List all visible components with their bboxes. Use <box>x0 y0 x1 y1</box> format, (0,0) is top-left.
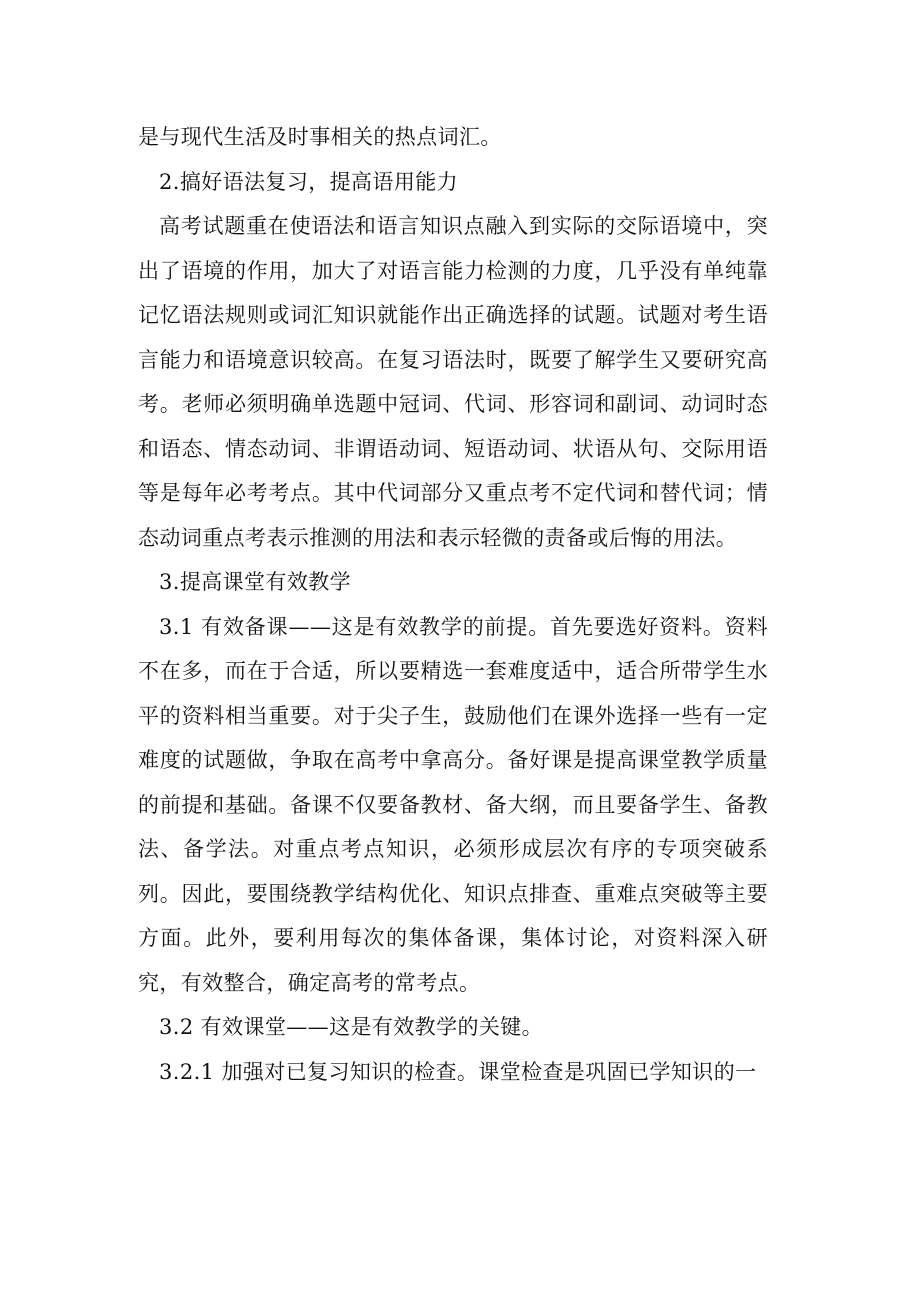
paragraph-grammar: 高考试题重在使语法和语言知识点融入到实际的交际语境中，突出了语境的作用，加大了对语言能力检测的力度，几乎没有单纯靠记忆语法规则或词汇知识就能作出正确选择的试题。试题对考生语言能力和语境意识较高。在复习语法时，既要了解学生又要研究高考。老师必须明确单选题中冠词、代词、形容词和副词、动词时态和语态、情态动词、非谓语动词、短语动词、状语从句、交际用语等是每年必考考点。其中代词部分又重点考不定代词和替代词；情态动词重点考表示推测的用法和表示轻微的责备或后悔的用法。 <box>138 214 768 550</box>
section-heading-2: 2.搞好语法复习，提高语用能力 <box>159 169 459 194</box>
paragraph-3-2-1: 3.2.1 加强对已复习知识的检查。课堂检查是巩固已学知识的一 <box>159 1059 757 1084</box>
paragraph-1: 是与现代生活及时事相关的热点词汇。 <box>138 125 502 149</box>
paragraph-3-1: 3.1 有效备课——这是有效教学的前提。首先要选好资料。资料不在多，而在于合适，所以要精选一套难度适中，适合所带学生水平的资料相当重要。对于尖子生，鼓励他们在课外选择一些有一定难度的试题做，争取在高考中拿高分。备好课是提高课堂教学质量的前提和基础。备课不仅要备教材、备大纲，而且要备学生、备教法、备学法。对重点考点知识，必须形成层次有序的专项突破系列。因此，要围绕教学结构优化、知识点排查、重难点突破等主要方面。此外，要利用每次的集体备课，集体讨论，对资料深入研究，有效整合，确定高考的常考点。 <box>138 614 768 995</box>
document-body <box>138 115 768 1094</box>
section-heading-3: 3.提高课堂有效教学 <box>159 570 352 594</box>
paragraph-3-2: 3.2 有效课堂——这是有效教学的关键。 <box>159 1015 544 1039</box>
